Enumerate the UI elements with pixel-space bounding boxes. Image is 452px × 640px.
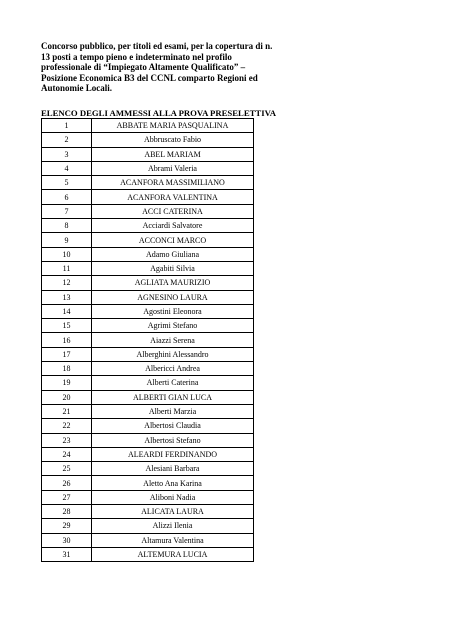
row-number-cell: 5 xyxy=(42,176,92,190)
table-row xyxy=(42,161,254,175)
table-row xyxy=(42,433,254,447)
table-row xyxy=(42,276,254,290)
row-number-cell: 22 xyxy=(42,419,92,433)
candidate-name-cell: ABBATE MARIA PASQUALINA xyxy=(92,119,254,133)
row-number-cell: 2 xyxy=(42,133,92,147)
table-row xyxy=(42,133,254,147)
candidate-name-cell: AGLIATA MAURIZIO xyxy=(92,276,254,290)
table-row xyxy=(42,447,254,461)
table-body xyxy=(42,119,254,562)
row-number-cell: 4 xyxy=(42,161,92,175)
row-number-cell: 13 xyxy=(42,290,92,304)
table-row xyxy=(42,219,254,233)
table-row xyxy=(42,419,254,433)
heading-line: Posizione Economica B3 del CCNL comparto Regioni ed xyxy=(41,72,258,83)
row-number-cell: 1 xyxy=(42,119,92,133)
row-number-cell: 7 xyxy=(42,204,92,218)
candidate-name-cell: ALTEMURA LUCIA xyxy=(92,547,254,561)
admitted-candidates-table xyxy=(41,118,254,562)
row-number-cell: 21 xyxy=(42,404,92,418)
row-number-cell: 28 xyxy=(42,505,92,519)
candidate-name-cell: Alizzi Ilenia xyxy=(92,519,254,533)
candidate-name-cell: Agostini Eleonora xyxy=(92,304,254,318)
row-number-cell: 6 xyxy=(42,190,92,204)
table-row xyxy=(42,290,254,304)
table-row xyxy=(42,362,254,376)
heading-line: professionale di “Impiegato Altamente Qualificato” – xyxy=(41,62,246,73)
table-row xyxy=(42,333,254,347)
candidate-name-cell: ALBERTI GIAN LUCA xyxy=(92,390,254,404)
table-row xyxy=(42,190,254,204)
row-number-cell: 12 xyxy=(42,276,92,290)
row-number-cell: 14 xyxy=(42,304,92,318)
candidate-name-cell: Acciardi Salvatore xyxy=(92,219,254,233)
candidate-name-cell: ACCONCI MARCO xyxy=(92,233,254,247)
candidate-name-cell: Albertosi Stefano xyxy=(92,433,254,447)
row-number-cell: 10 xyxy=(42,247,92,261)
table-row xyxy=(42,404,254,418)
candidate-name-cell: Adamo Giuliana xyxy=(92,247,254,261)
candidate-name-cell: ACANFORA VALENTINA xyxy=(92,190,254,204)
row-number-cell: 24 xyxy=(42,447,92,461)
table-row xyxy=(42,462,254,476)
candidate-name-cell: Albertosi Claudia xyxy=(92,419,254,433)
row-number-cell: 11 xyxy=(42,261,92,275)
table-row xyxy=(42,119,254,133)
row-number-cell: 16 xyxy=(42,333,92,347)
table-row xyxy=(42,376,254,390)
candidate-name-cell: Alberti Caterina xyxy=(92,376,254,390)
row-number-cell: 31 xyxy=(42,547,92,561)
candidate-name-cell: Alesiani Barbara xyxy=(92,462,254,476)
table-row xyxy=(42,347,254,361)
heading-line: Autonomie Locali. xyxy=(41,83,112,94)
row-number-cell: 18 xyxy=(42,362,92,376)
candidate-name-cell: ALICATA LAURA xyxy=(92,505,254,519)
candidate-name-cell: ACANFORA MASSIMILIANO xyxy=(92,176,254,190)
candidate-name-cell: Aiazzi Serena xyxy=(92,333,254,347)
row-number-cell: 19 xyxy=(42,376,92,390)
candidate-name-cell: Agrimi Stefano xyxy=(92,319,254,333)
table-row xyxy=(42,233,254,247)
row-number-cell: 20 xyxy=(42,390,92,404)
row-number-cell: 3 xyxy=(42,147,92,161)
list-title: ELENCO DEGLI AMMESSI ALLA PROVA PRESELETTIVA xyxy=(41,108,277,118)
row-number-cell: 8 xyxy=(42,219,92,233)
table-row xyxy=(42,319,254,333)
table-row xyxy=(42,547,254,561)
candidate-name-cell: Abbruscato Fabio xyxy=(92,133,254,147)
table-row xyxy=(42,476,254,490)
row-number-cell: 25 xyxy=(42,462,92,476)
table-row xyxy=(42,533,254,547)
table-row xyxy=(42,490,254,504)
candidate-name-cell: Altamura Valentina xyxy=(92,533,254,547)
document-heading xyxy=(41,41,297,94)
table-row xyxy=(42,304,254,318)
table-row xyxy=(42,519,254,533)
heading-line: 13 posti a tempo pieno e indeterminato nel profilo xyxy=(41,51,232,62)
table-row xyxy=(42,261,254,275)
candidate-name-cell: ABEL MARIAM xyxy=(92,147,254,161)
table-row xyxy=(42,204,254,218)
table-row xyxy=(42,247,254,261)
row-number-cell: 26 xyxy=(42,476,92,490)
candidate-name-cell: AGNESINO LAURA xyxy=(92,290,254,304)
candidate-name-cell: ACCI CATERINA xyxy=(92,204,254,218)
table-row xyxy=(42,390,254,404)
heading-line: Concorso pubblico, per titoli ed esami, per la copertura di n. xyxy=(41,41,273,51)
row-number-cell: 17 xyxy=(42,347,92,361)
candidate-name-cell: Albericci Andrea xyxy=(92,362,254,376)
row-number-cell: 23 xyxy=(42,433,92,447)
candidate-name-cell: Aletto Ana Karina xyxy=(92,476,254,490)
row-number-cell: 27 xyxy=(42,490,92,504)
row-number-cell: 9 xyxy=(42,233,92,247)
candidate-name-cell: Aliboni Nadia xyxy=(92,490,254,504)
candidate-name-cell: Alberti Marzia xyxy=(92,404,254,418)
row-number-cell: 29 xyxy=(42,519,92,533)
candidate-name-cell: Alberghini Alessandro xyxy=(92,347,254,361)
candidate-name-cell: Agabiti Silvia xyxy=(92,261,254,275)
candidate-name-cell: ALEARDI FERDINANDO xyxy=(92,447,254,461)
candidate-name-cell: Abrami Valeria xyxy=(92,161,254,175)
table-row xyxy=(42,176,254,190)
row-number-cell: 15 xyxy=(42,319,92,333)
table-row xyxy=(42,505,254,519)
row-number-cell: 30 xyxy=(42,533,92,547)
table-row xyxy=(42,147,254,161)
